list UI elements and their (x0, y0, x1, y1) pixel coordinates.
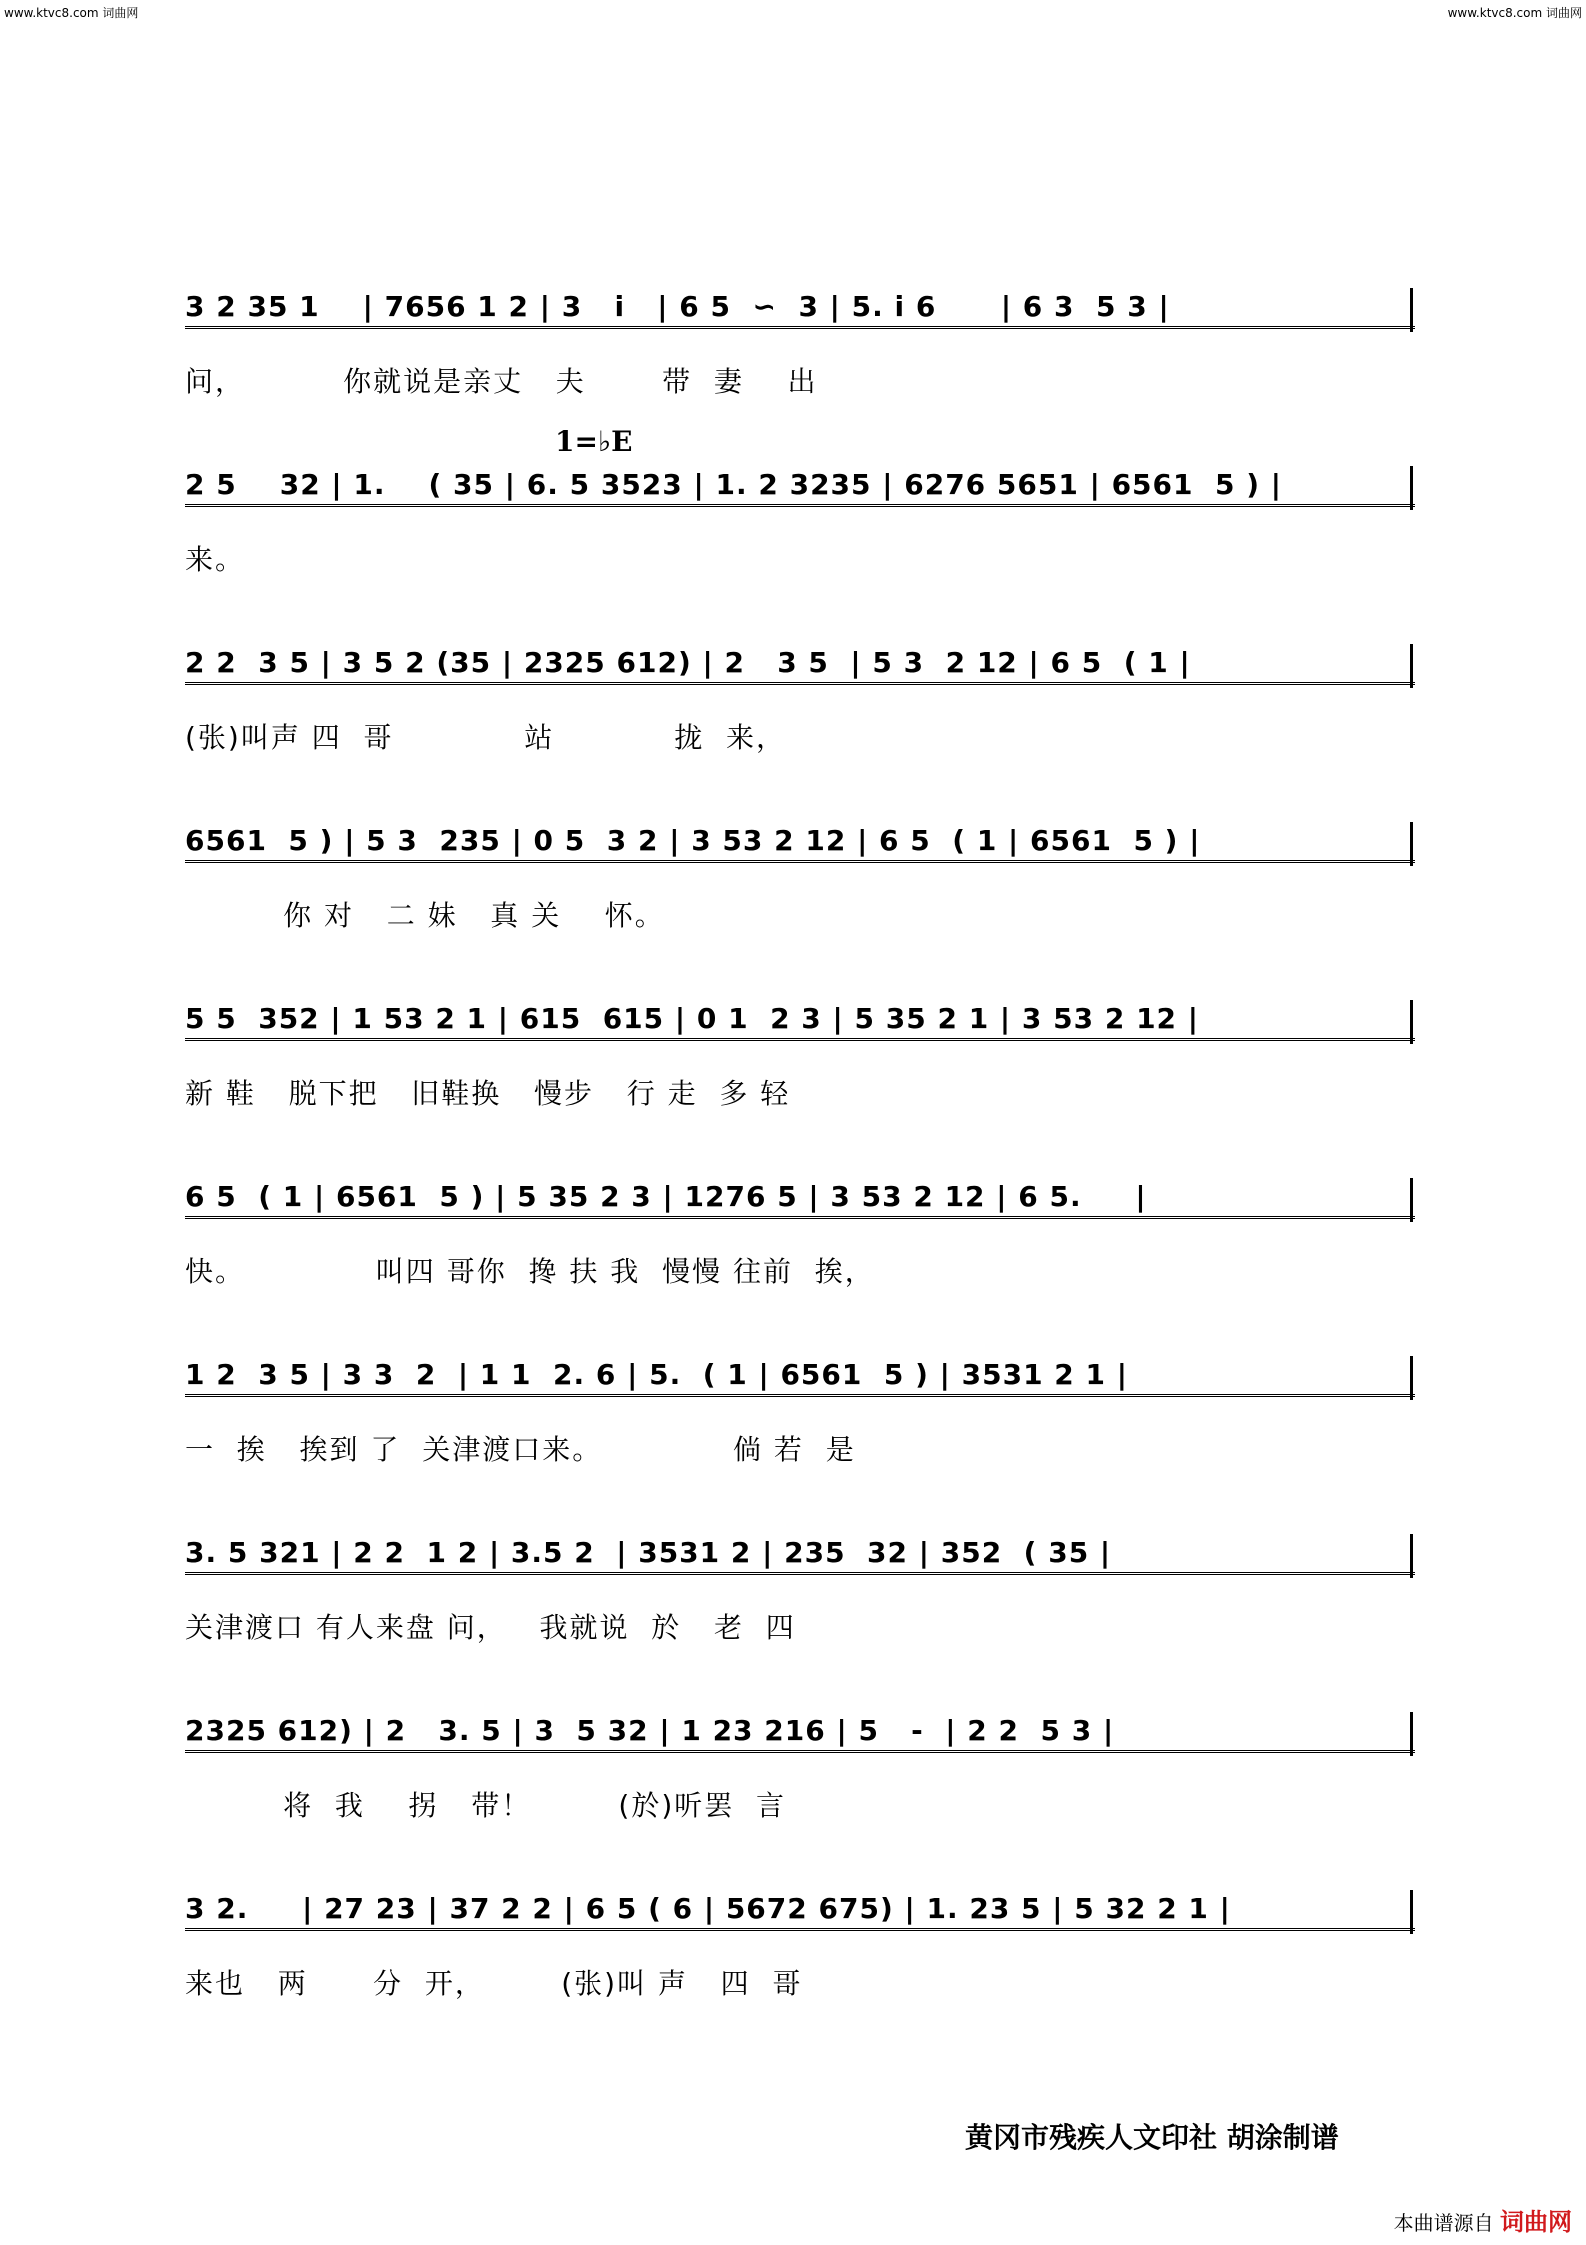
source-note[interactable] (1394, 2202, 1572, 2237)
lyrics-line: 新 鞋 脱下把 旧鞋换 慢步 行 走 多 轻 (185, 1077, 791, 1110)
notation-line: 6561 5 ) | 5 3 235 | 0 5 3 2 | 3 53 2 12 | 6 5 ( 1 | 6561 5 ) | (185, 824, 1415, 863)
barline (1410, 1178, 1413, 1222)
notation-line: 2 5 32 | 1. ( 35 | 6. 5 3523 | 1. 2 3235 | 6276 5651 | 6561 5 ) | (185, 468, 1415, 507)
lyrics-line: 来也 两 分 开， (张)叫 声 四 哥 (185, 1967, 803, 2000)
barline (1410, 822, 1413, 866)
lyrics-line: 将 我 拐 带！ (於)听罢 言 (185, 1789, 787, 1822)
notation-line: 5 5 352 | 1 53 2 1 | 615 615 | 0 1 2 3 | 5 35 2 1 | 3 53 2 12 | (185, 1002, 1415, 1041)
notation-line: 6 5 ( 1 | 6561 5 ) | 5 35 2 3 | 1276 5 | 3 53 2 12 | 6 5. | (185, 1180, 1415, 1219)
barline (1410, 1890, 1413, 1934)
barline (1410, 1000, 1413, 1044)
notation-line: 3 2 35 1 | 7656 1 2 | 3 i | 6 5 ∽ 3 | 5. i 6 | 6 3 5 3 | (185, 290, 1415, 329)
barline (1410, 1356, 1413, 1400)
notation-line: 1 2 3 5 | 3 3 2 | 1 1 2. 6 | 5. ( 1 | 6561 5 ) | 3531 2 1 | (185, 1358, 1415, 1397)
barline (1410, 1712, 1413, 1756)
lyrics-line: 来。 (185, 543, 246, 576)
notation-line: 2325 612) | 2 3. 5 | 3 5 32 | 1 23 216 | 5 - | 2 2 5 3 | (185, 1714, 1415, 1753)
barline (1410, 1534, 1413, 1578)
lyrics-line: 快。 叫四 哥你 搀 扶 我 慢慢 往前 挨， (185, 1255, 875, 1288)
lyrics-line: 问， 你就说是亲丈 夫 带 妻 出 (185, 365, 818, 398)
lyrics-line: 你 对 二 妹 真 关 怀。 (185, 899, 665, 932)
header-url-left[interactable]: www.ktvc8.com 词曲网 (4, 6, 139, 20)
header-url-right[interactable]: www.ktvc8.com 词曲网 (1447, 6, 1582, 20)
key-signature: 1=♭E (555, 425, 633, 458)
lyrics-line: 关津渡口 有人来盘 问， 我就说 於 老 四 (185, 1611, 796, 1644)
lyrics-line: (张)叫声 四 哥 站 拢 来， (185, 721, 787, 754)
credit-line: 黄冈市残疾人文印社 胡涂制谱 (965, 2121, 1339, 2154)
barline (1410, 288, 1413, 332)
notation-line: 3 2. | 27 23 | 37 2 2 | 6 5 ( 6 | 5672 675) | 1. 23 5 | 5 32 2 1 | (185, 1892, 1415, 1931)
barline (1410, 644, 1413, 688)
lyrics-line: 一 挨 挨到 了 关津渡口来。 倘 若 是 (185, 1433, 856, 1466)
source-brand[interactable]: 词曲网 (1500, 2208, 1572, 2236)
notation-line: 2 2 3 5 | 3 5 2 (35 | 2325 612) | 2 3 5 | 5 3 2 12 | 6 5 ( 1 | (185, 646, 1415, 685)
notation-line: 3. 5 321 | 2 2 1 2 | 3.5 2 | 3531 2 | 235 32 | 352 ( 35 | (185, 1536, 1415, 1575)
source-label: 本曲谱源自 (1393, 2211, 1494, 2235)
barline (1410, 466, 1413, 510)
